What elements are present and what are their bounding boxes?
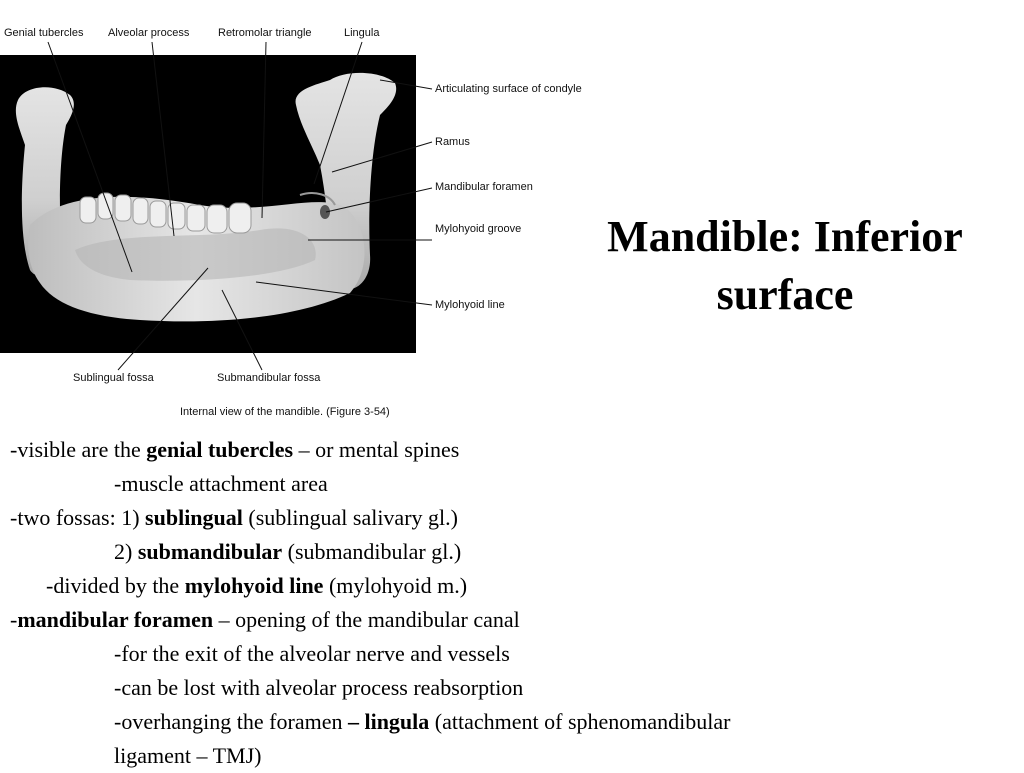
note-line-fossas: [10, 501, 1020, 535]
note-line-foramen: [10, 603, 1020, 637]
note-text: (attachment of sphenomandibular: [429, 709, 731, 734]
note-text: -muscle attachment area: [114, 471, 328, 496]
note-text: – or mental spines: [293, 437, 460, 462]
slide-title: [565, 208, 1005, 324]
note-text: ligament – TMJ): [114, 743, 262, 768]
note-term-sublingual: sublingual: [145, 505, 243, 530]
label-retromolar-triangle: Retromolar triangle: [218, 27, 312, 39]
slide-notes: [10, 433, 1020, 773]
mandible-figure: [0, 0, 610, 430]
note-line-mylohyoid: [10, 569, 1020, 603]
note-term-lingula: – lingula: [347, 709, 430, 734]
note-text: -can be lost with alveolar process reabsorption: [114, 675, 524, 700]
note-text: (mylohyoid m.): [323, 573, 468, 598]
note-text: 2): [114, 539, 138, 564]
note-line-submandibular: [10, 535, 1020, 569]
label-alveolar-process: Alveolar process: [108, 27, 190, 39]
note-line-lingula: [10, 705, 1020, 739]
note-text: -for the exit of the alveolar nerve and vessels: [114, 641, 510, 666]
mandible-illustration: [0, 55, 416, 353]
note-term-genial-tubercles: genial tubercles: [146, 437, 294, 462]
slide-title-line-2: surface: [716, 270, 854, 319]
note-text: -overhanging the foramen: [114, 709, 348, 734]
mandible-photo: [0, 55, 416, 353]
note-term-mylohyoid-line: mylohyoid line: [184, 573, 324, 598]
note-line-exit: [10, 637, 1020, 671]
note-text: – opening of the mandibular canal: [213, 607, 520, 632]
label-mandibular-foramen: Mandibular foramen: [435, 181, 533, 193]
label-sublingual-fossa: Sublingual fossa: [73, 372, 154, 384]
note-text: -two fossas: 1): [10, 505, 146, 530]
note-term-submandibular: submandibular: [137, 539, 283, 564]
label-mylohyoid-groove: Mylohyoid groove: [435, 223, 522, 235]
note-text: -visible are the: [10, 437, 147, 462]
note-text: (submandibular gl.): [282, 539, 462, 564]
note-line-genial: [10, 433, 1020, 467]
label-lingula: Lingula: [344, 27, 380, 39]
label-genial-tubercles: Genial tubercles: [4, 27, 84, 39]
label-mylohyoid-line: Mylohyoid line: [435, 299, 505, 311]
note-line-reabsorption: [10, 671, 1020, 705]
figure-caption: Internal view of the mandible. (Figure 3-54): [180, 406, 390, 418]
note-text: (sublingual salivary gl.): [242, 505, 458, 530]
note-term-mandibular-foramen: mandibular foramen: [17, 607, 214, 632]
slide-title-line-1: Mandible: Inferior: [607, 212, 963, 261]
note-text: -: [10, 607, 18, 632]
label-ramus: Ramus: [435, 136, 470, 148]
note-line-muscle: [10, 467, 1020, 501]
label-articulating-surface: Articulating surface of condyle: [435, 83, 582, 95]
label-submandibular-fossa: Submandibular fossa: [217, 372, 321, 384]
note-text: -divided by the: [46, 573, 185, 598]
